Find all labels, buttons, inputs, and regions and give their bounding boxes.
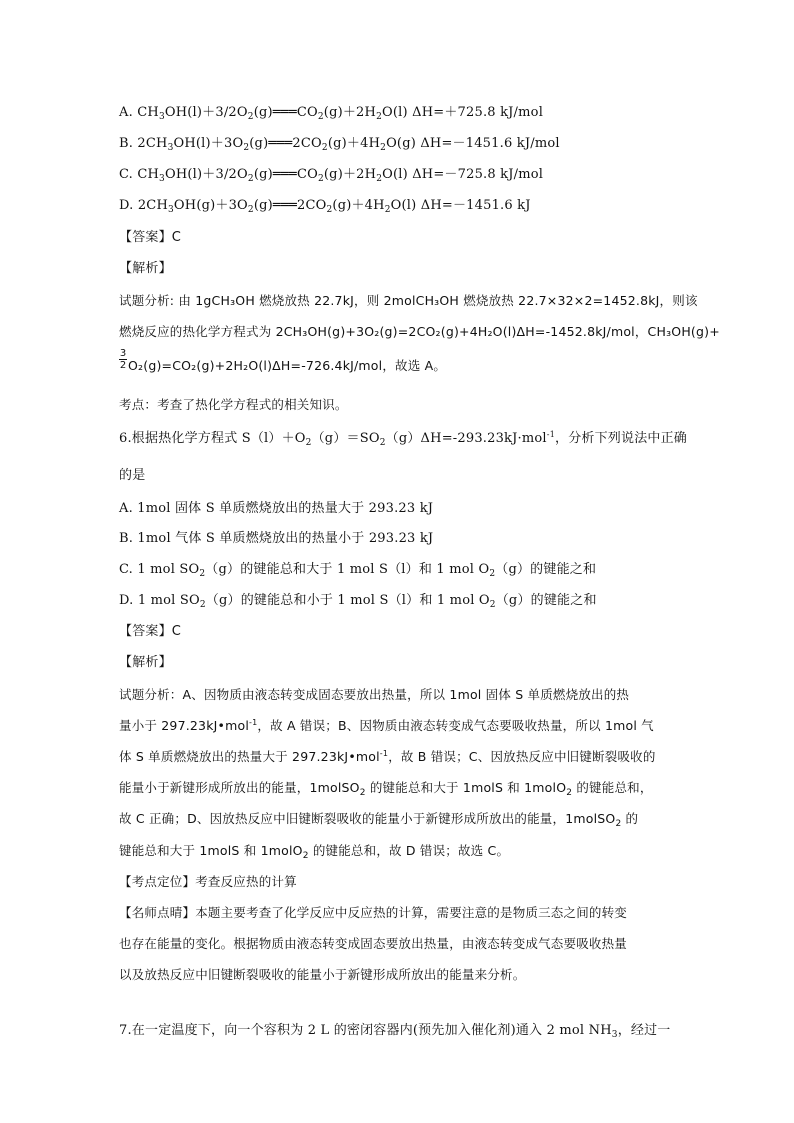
q6-stem: 6.根据热化学方程式 $S(l)+O_2(g)=SO_2(g)\Delta H=-293.23kJ\cdot mol^{-1}$，分析下列说法中正确	[119, 430, 688, 448]
q6-analysis-line-4: 能量小于新键形成所放出的能量，1molSO$_2$ 的键能总和大于 1molS 和 1molO$_2$ 的键能总和，	[119, 780, 653, 798]
q6-kaodian: 【考点定位】考查反应热的计算	[119, 874, 297, 889]
q6-option-d: D. 1 mol $SO_2(g)$的键能总和小于 1 mol S（l）和 1 mol $O_2(g)$的键能之和	[119, 593, 597, 610]
q6-option-b: B. 1mol 气体 S 单质燃烧放出的热量小于 293.23 kJ	[119, 531, 434, 546]
q6-analysis-line-1: 试题分析：A、因物质由液态转变成固态要放出热量，所以 1mol 固体 S 单质燃烧放出的热	[119, 687, 630, 702]
q5-analysis-line-3: O₂(g)=CO₂(g)+2H₂O(l)ΔH=-726.4kJ/mol，故选 A。	[128, 358, 447, 373]
q6-mingshi-line-3: 以及放热反应中旧键断裂吸收的能量小于新键形成所放出的能量来分析。	[119, 967, 526, 982]
q6-analysis-heading: 【解析】	[119, 655, 172, 670]
fraction-numerator: 3	[119, 348, 127, 359]
q6-mingshi-line-1: 【名师点晴】本题主要考查了化学反应中反应热的计算，需要注意的是物质三态之间的转变	[119, 905, 628, 920]
q5-analysis-line-2: 燃烧反应的热化学方程式为 2CH₃OH(g)+3O₂(g)=2CO₂(g)+4H₂O(l)ΔH=-1452.8kJ/mol，CH₃OH(g)+	[119, 324, 720, 339]
q5-knowledge-point: 考点：考查了热化学方程式的相关知识。	[119, 397, 348, 412]
q6-option-c: C. 1 mol $SO_2(g)$的键能总和大于 1 mol S（l）和 1 mol $O_2(g)$的键能之和	[119, 562, 597, 579]
q6-mingshi-line-2: 也存在能量的变化。根据物质由液态转变成固态要放出热量，由液态转变成气态要吸收热量	[119, 936, 628, 951]
q6-analysis-line-6: 键能总和大于 1molS 和 1molO$_2$ 的键能总和，故 D 错误；故选 C。	[119, 843, 510, 861]
fraction-denominator: 2	[119, 360, 127, 371]
q6-option-a: A. 1mol 固体 S 单质燃烧放出的热量大于 293.23 kJ	[119, 501, 434, 516]
q5-analysis-line-1: 试题分析: 由 1gCH₃OH 燃烧放热 22.7kJ，则 2molCH₃OH 燃烧放热 22.7×32×2=1452.8kJ，则该	[119, 293, 698, 308]
q6-analysis-line-5: 故 C 正确；D、因放热反应中旧键断裂吸收的能量小于新键形成所放出的能量，1molSO$_2$ 的	[119, 811, 639, 829]
q5-option-a: A. $CH_3OH(l)+3/2O_2(g)═══CO_2(g)+2H_2O(l)$ ΔH=＋725.8 kJ/mol	[119, 105, 544, 122]
q5-option-d: D. $2CH_3OH(g)+3O_2(g)═══2CO_2(g)+4H_2O(l)$ ΔH=－1451.6 kJ	[119, 198, 531, 215]
fraction-three-halves	[119, 348, 127, 371]
q5-option-c: C. $CH_3OH(l)+3/2O_2(g)═══CO_2(g)+2H_2O(l)$ ΔH=－725.8 kJ/mol	[119, 167, 544, 184]
q5-option-b: B. $2CH_3OH(l)+3O_2(g)═══2CO_2(g)+4H_2O(g)$ ΔH=－1451.6 kJ/mol	[119, 136, 560, 153]
q5-analysis-heading: 【解析】	[119, 261, 172, 276]
q5-answer: 【答案】C	[119, 230, 182, 245]
q6-stem-line-2: 的是	[119, 468, 146, 483]
q7-stem: 7.在一定温度下，向一个容积为 2 L 的密闭容器内(预先加入催化剂)通入 2 mol $NH_3$，经过一	[119, 1023, 671, 1040]
q6-analysis-line-3: 体 S 单质燃烧放出的热量大于 297.23kJ•mol$^{-1}$，故 B 错误；C、因放热反应中旧键断裂吸收的	[119, 749, 656, 764]
q6-answer: 【答案】C	[119, 624, 182, 639]
q6-analysis-line-2: 量小于 297.23kJ•mol$^{-1}$，故 A 错误；B、因物质由液态转变成气态要吸收热量，所以 1mol 气	[119, 718, 654, 733]
